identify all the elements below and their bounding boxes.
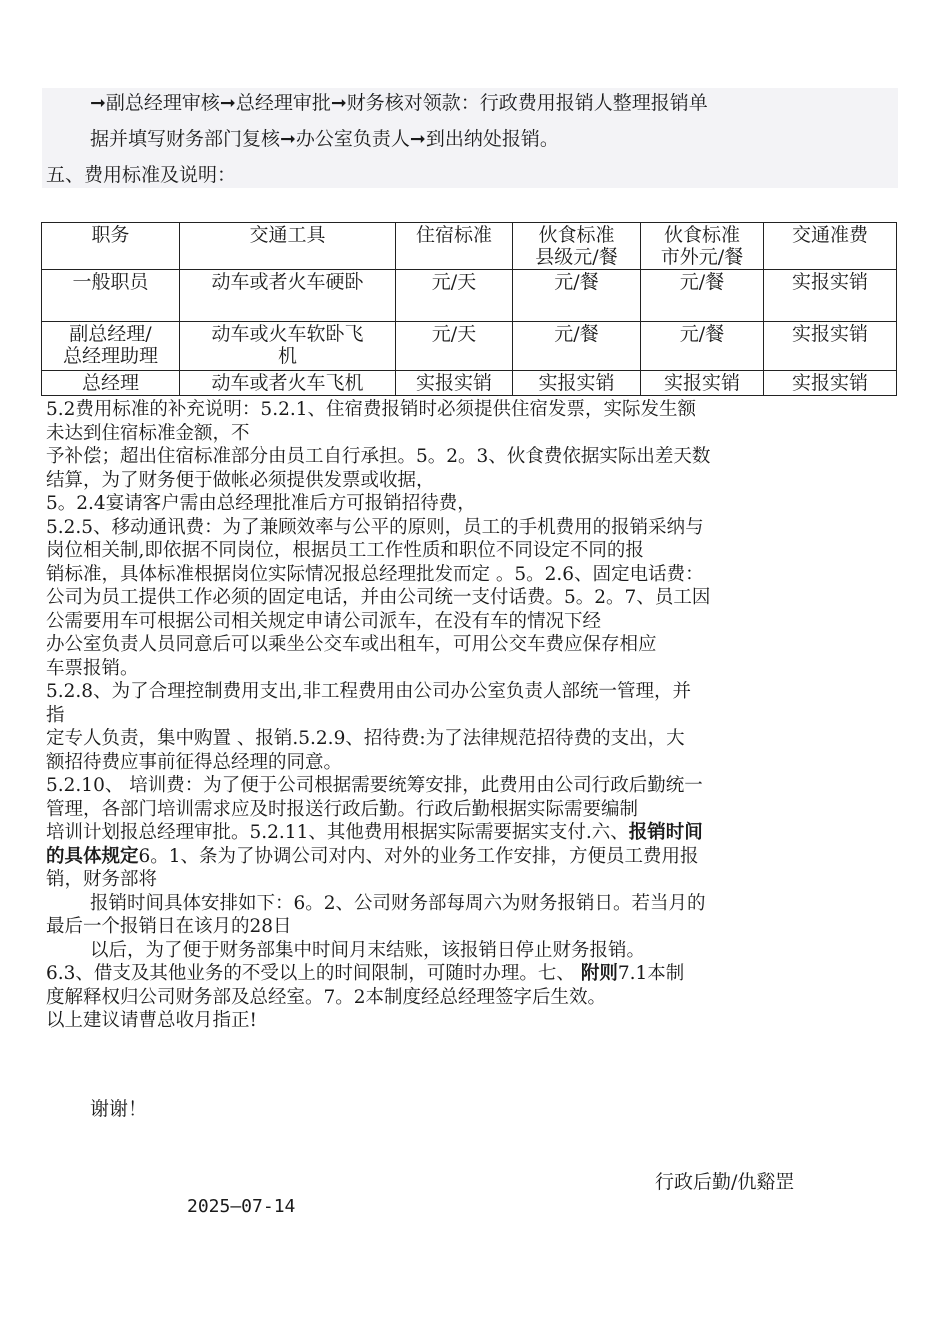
table-cell: 元/餐	[513, 270, 641, 322]
body-line: 定专人负责，集中购置 、报销.5.2.9、招待费:为了法律规范招待费的支出，大	[46, 728, 685, 749]
body-line: 度解释权归公司财务部及总经室。7。2本制度经总经理签字后生效。	[46, 986, 607, 1008]
section-heading-5: 五、费用标准及说明：	[46, 164, 237, 186]
table-cell: 总经理	[42, 371, 180, 396]
body-line	[46, 821, 901, 845]
body-line: 予补偿；超出住宿标准部分由员工自行承担。5。2。3、伙食费依据实际出差天数	[46, 446, 711, 467]
body-line: 销标准，具体标准根据岗位实际情况报总经理批发而定 。5。2.6、固定电话费：	[46, 563, 704, 585]
table-cell: 实报实销	[641, 371, 764, 396]
header-cell: 交通准费	[764, 223, 897, 270]
table-cell: 一般职员	[42, 270, 180, 322]
body-line: 以上建议请曹总收月指正!	[46, 1010, 257, 1031]
body-line: 5.2.10、 培训费：为了便于公司根据需要统筹安排，此费用由公司行政后勤统一	[46, 775, 703, 796]
table-cell: 动车或火车软卧飞 机	[180, 322, 396, 371]
body-line: 结算，为了财务便于做帐必须提供发票或收据，	[46, 469, 435, 491]
body-line: 5.2.5、移动通讯费：为了兼顾效率与公平的原则，员工的手机费用的报销采纳与	[46, 516, 704, 538]
thanks-text: 谢谢！	[90, 1098, 148, 1120]
table-row	[42, 270, 897, 322]
body-text-span: 6.3、借支及其他业务的不受以上的时间限制，可随时办理。七、	[46, 963, 581, 984]
regulation-body	[46, 398, 901, 1033]
body-line: 5。2.4宴请客户需由总经理批准后方可报销招待费，	[46, 493, 476, 514]
table-cell: 元/餐	[513, 322, 641, 371]
body-line: 5.2费用标准的补充说明：5.2.1、住宿费报销时必须提供住宿发票，实际发生额	[46, 399, 696, 420]
body-line: 办公室负责人员同意后可以乘坐公交车或出租车，可用公交车费应保存相应	[46, 634, 657, 655]
body-line: 岗位相关制,即依据不同岗位，根据员工工作性质和职位不同设定不同的报	[46, 540, 644, 561]
intro-line-1: ➞副总经理审核➞总经理审批➞财务核对领款：行政费用报销人整理报销单	[90, 92, 708, 114]
table-cell: 副总经理/ 总经理助理	[42, 322, 180, 371]
table-cell: 元/天	[396, 322, 513, 371]
date: 2025—07-14	[187, 1196, 296, 1217]
body-line: 未达到住宿标准金额，不	[46, 422, 250, 444]
body-line: 车票报销。	[46, 657, 139, 679]
table-cell: 元/餐	[641, 322, 764, 371]
table-cell: 实报实销	[513, 371, 641, 396]
table-cell: 实报实销	[764, 270, 897, 322]
header-cell: 伙食标准 县级元/餐	[513, 223, 641, 270]
table-cell: 动车或者火车飞机	[180, 371, 396, 396]
body-line: 5.2.8、为了合理控制费用支出,非工程费用由公司办公室负责人部统一管理，并	[46, 681, 691, 702]
section-heading-7: 附则	[580, 963, 618, 984]
body-line: 额招待费应事前征得总经理的同意。	[46, 751, 343, 773]
table-cell: 元/餐	[641, 270, 764, 322]
body-text-span: 7.1本制	[617, 963, 685, 984]
body-text-span: 培训计划报总经理审批。5.2.11、其他费用根据实际需要据实支付.六、	[46, 822, 629, 843]
body-line	[46, 962, 901, 986]
table-cell: 实报实销	[764, 371, 897, 396]
fee-standard-table	[41, 222, 897, 396]
section-heading-6-part1: 报销时间	[628, 822, 703, 843]
body-line: 销，财务部将	[46, 869, 158, 890]
header-cell: 住宿标准	[396, 223, 513, 270]
intro-line-2: 据并填写财务部门复核➞办公室负责人➞到出纳处报销。	[90, 128, 559, 150]
body-line: 指	[46, 704, 65, 726]
table-cell: 元/天	[396, 270, 513, 322]
body-line: 报销时间具体安排如下：6。2、公司财务部每周六为财务报销日。若当月的	[90, 892, 706, 914]
table-cell: 实报实销	[396, 371, 513, 396]
section-heading-6-part2: 的具体规定	[46, 845, 139, 867]
header-cell: 交通工具	[180, 223, 396, 270]
table-cell: 动车或者火车硬卧	[180, 270, 396, 322]
table-row	[42, 322, 897, 371]
body-line: 公需要用车可根据公司相关规定申请公司派车，在没有车的情况下经	[46, 610, 602, 632]
signature: 行政后勤/仇谿罡	[655, 1171, 795, 1193]
header-cell: 伙食标准 市外元/餐	[641, 223, 764, 270]
table-cell: 实报实销	[764, 322, 897, 371]
body-line	[46, 845, 901, 869]
table-header-row	[42, 223, 897, 270]
table-row	[42, 371, 897, 396]
body-line: 最后一个报销日在该月的28日	[46, 916, 292, 937]
body-text-span: 6。1、条为了协调公司对内、对外的业务工作安排，方便员工费用报	[138, 845, 699, 867]
header-cell: 职务	[42, 223, 180, 270]
body-line: 公司为员工提供工作必须的固定电话，并由公司统一支付话费。5。2。7、员工因	[46, 587, 711, 608]
body-line: 管理，各部门培训需求应及时报送行政后勤。行政后勤根据实际需要编制	[46, 798, 639, 820]
body-line: 以后，为了便于财务部集中时间月末结账，该报销日停止财务报销。	[90, 939, 646, 961]
